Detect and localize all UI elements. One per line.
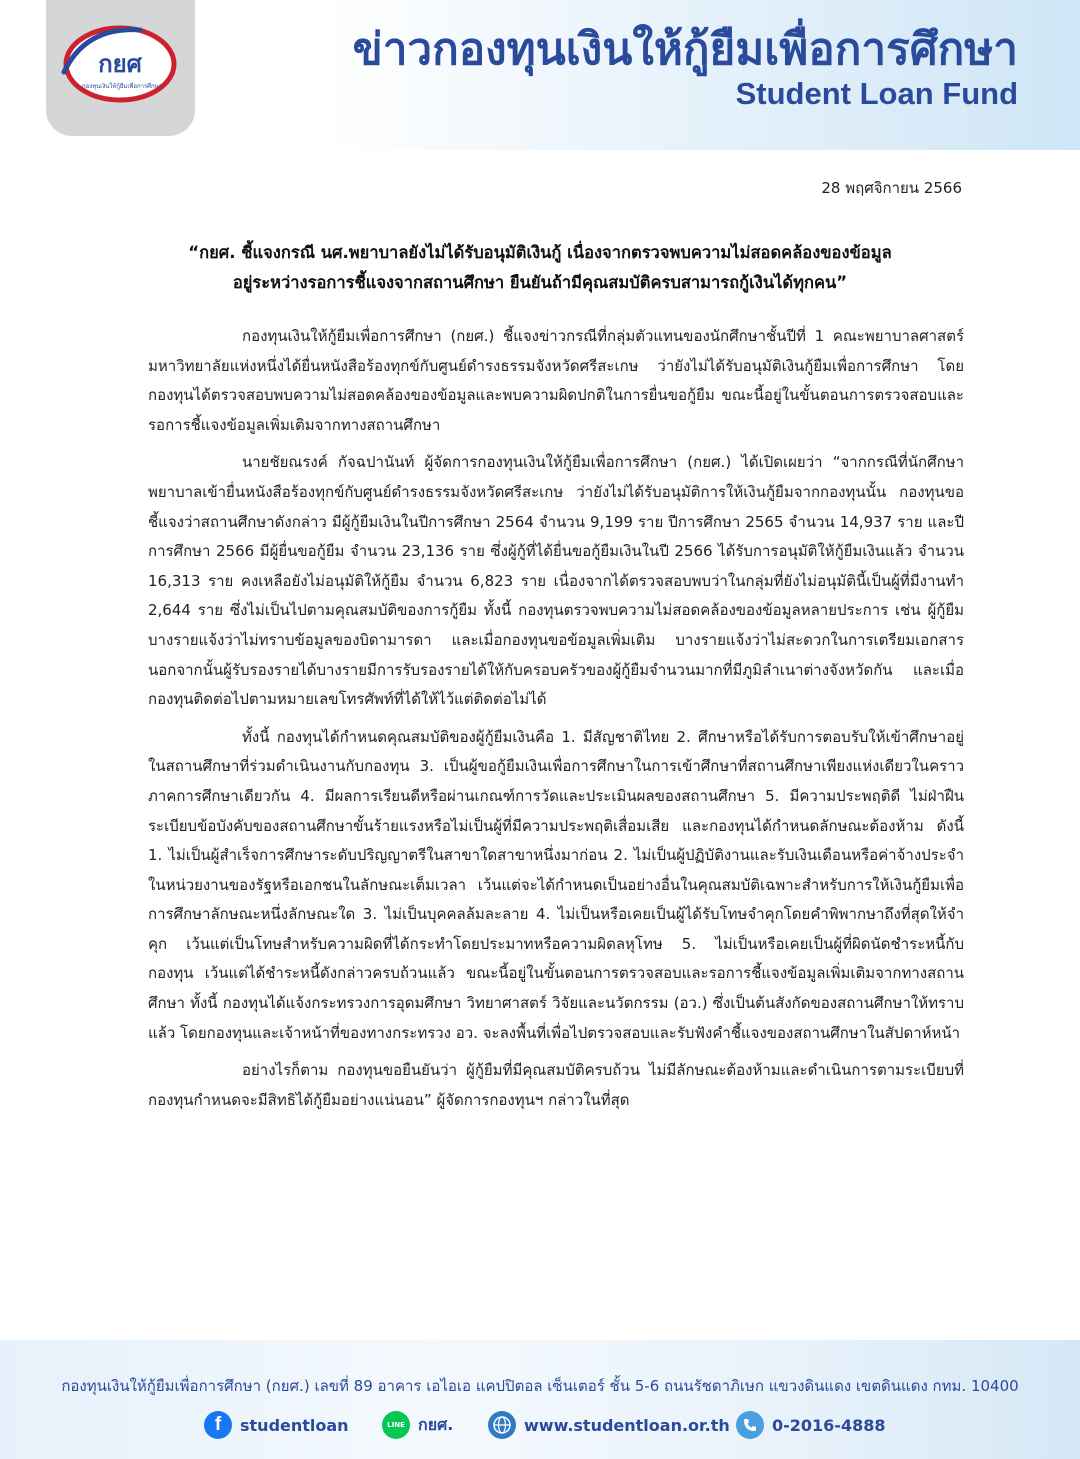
facebook-contact[interactable] <box>204 1411 349 1439</box>
website-contact[interactable] <box>488 1411 730 1439</box>
phone-number[interactable]: 0-2016-4888 <box>772 1415 886 1435</box>
article-body <box>148 322 964 1123</box>
phone-icon <box>736 1411 764 1439</box>
facebook-handle[interactable]: studentloan <box>240 1415 349 1435</box>
line-icon: LINE <box>382 1411 410 1439</box>
footer-address: กองทุนเงินให้กู้ยืมเพื่อการศึกษา (กยศ.) เลขที่ 89 อาคาร เอไอเอ แคปปิตอล เซ็นเตอร์ ชั้น 5-6 ถนนรัชดาภิเษก แขวงดินแดง เขตดินแดง กทม. 10400 <box>61 1377 1019 1395</box>
headline-line-2: อยู่ระหว่างรอการชี้แจงจากสถานศึกษา ยืนยันถ้ามีคุณสมบัติครบสามารถกู้เงินได้ทุกคน” <box>232 273 848 292</box>
headline-line-1: “กยศ. ชี้แจงกรณี นศ.พยาบาลยังไม่ได้รับอนุมัติเงินกู้ เนื่องจากตรวจพบความไม่สอดคล้องของข้อมูล <box>188 243 892 262</box>
globe-icon <box>488 1411 516 1439</box>
fund-logo <box>56 22 180 106</box>
website-url[interactable]: www.studentloan.or.th <box>524 1415 730 1435</box>
paragraph-4: อย่างไรก็ตาม กองทุนขอยืนยันว่า ผู้กู้ยืมที่มีคุณสมบัติครบถ้วน ไม่มีลักษณะต้องห้ามและดำเนินการตามระเบียบที่กองทุนกำหนดจะมีสิทธิได้กู้ยืมอย่างแน่นอน” ผู้จัดการกองทุนฯ กล่าวในที่สุด <box>148 1061 964 1109</box>
press-date: 28 พฤศจิกายน 2566 <box>821 179 962 197</box>
header-title-english: Student Loan Fund <box>735 76 1018 111</box>
header-title-thai: ข่าวกองทุนเงินให้กู้ยืมเพื่อการศึกษา <box>352 24 1018 75</box>
paragraph-2: นายชัยณรงค์ กัจฉปานันท์ ผู้จัดการกองทุนเงินให้กู้ยืมเพื่อการศึกษา (กยศ.) ได้เปิดเผยว่า “จากกรณีที่นักศึกษาพยาบาลเข้ายื่นหนังสือร้องทุกข์กับศูนย์ดำรงธรรมจังหวัดศรีสะเกษ ว่ายังไม่ได้รับอนุมัติการให้เงินกู้ยืมจากกองทุนนั้น กองทุนขอชี้แจงว่าสถานศึกษาดังกล่าว มีผู้กู้ยืมเงินในปีการศึกษา 2564 จำนวน 9,199 ราย ปีการศึกษา 2565 จำนวน 14,937 ราย และปีการศึกษา 2566 มีผู้ยื่นขอกู้ยืม จำนวน 23,136 ราย ซึ่งผู้กู้ที่ได้ยื่นขอกู้ยืมเงินในปี 2566 ได้รับการอนุมัติให้กู้ยืมเงินแล้ว จำนวน 16,313 ราย คงเหลือยังไม่อนุมัติให้กู้ยืม จำนวน 6,823 ราย เนื่องจากได้ตรวจสอบพบว่าในกลุ่มที่ยังไม่อนุมัตินี้เป็นผู้ที่มีงานทำ 2,644 ราย ซึ่งไม่เป็นไปตามคุณสมบัติของการกู้ยืม ทั้งนี้ กองทุนตรวจพบความไม่สอดคล้องของข้อมูลหลายประการ เช่น ผู้กู้ยืมบางรายแจ้งว่าไม่ทราบข้อมูลของบิดามารดา และเมื่อกองทุนขอข้อมูลเพิ่มเติม บางรายแจ้งว่าไม่สะดวกในการเตรียมเอกสาร นอกจากนั้นผู้รับรองรายได้บางรายมีการรับรองรายได้ให้กับครอบครัวของผู้กู้ยืมจำนวนมากที่มีภูมิลำเนาต่างจังหวัดกัน และเมื่อกองทุนติดต่อไปตามหมายเลขโทรศัพท์ที่ได้ให้ไว้แต่ติดต่อไม่ได้ <box>148 453 964 709</box>
line-handle[interactable]: กยศ. <box>418 1414 454 1434</box>
footer-band <box>0 1340 1080 1459</box>
logo-subtext: กองทุนเงินให้กู้ยืมเพื่อการศึกษา <box>82 83 162 90</box>
phone-contact[interactable] <box>736 1411 885 1439</box>
logo-text: กยศ <box>98 50 142 78</box>
paragraph-3: ทั้งนี้ กองทุนได้กำหนดคุณสมบัติของผู้กู้ยืมเงินคือ 1. มีสัญชาติไทย 2. ศึกษาหรือได้รับการตอบรับให้เข้าศึกษาอยู่ในสถานศึกษาที่ร่วมดำเนินงานกับกองทุน 3. เป็นผู้ขอกู้ยืมเงินเพื่อการศึกษาในการเข้าศึกษาที่สถานศึกษาเพียงแห่งเดียวในคราวภาคการศึกษาเดียวกัน 4. มีผลการเรียนดีหรือผ่านเกณฑ์การวัดและประเมินผลของสถานศึกษา 5. มีความประพฤติดี ไม่ฝ่าฝืนระเบียบข้อบังคับของสถานศึกษาขั้นร้ายแรงหรือไม่เป็นผู้ที่มีความประพฤติเสื่อมเสีย และกองทุนได้กำหนดลักษณะต้องห้าม ดังนี้ 1. ไม่เป็นผู้สำเร็จการศึกษาระดับปริญญาตรีในสาขาใดสาขาหนึ่งมาก่อน 2. ไม่เป็นผู้ปฏิบัติงานและรับเงินเดือนหรือค่าจ้างประจำในหน่วยงานของรัฐหรือเอกชนในลักษณะเต็มเวลา เว้นแต่จะได้กำหนดเป็นอย่างอื่นในคุณสมบัติเฉพาะสำหรับการให้เงินกู้ยืมเพื่อการศึกษาลักษณะหนึ่งลักษณะใด 3. ไม่เป็นบุคคลล้มละลาย 4. ไม่เป็นหรือเคยเป็นผู้ได้รับโทษจำคุกโดยคำพิพากษาถึงที่สุดให้จำคุก เว้นแต่เป็นโทษสำหรับความผิดที่ได้กระทำโดยประมาทหรือความผิดลหุโทษ 5. ไม่เป็นหรือเคยเป็นผู้ที่ผิดนัดชำระหนี้กับกองทุน เว้นแต่ได้ชำระหนี้ดังกล่าวครบถ้วนแล้ว ขณะนี้อยู่ในขั้นตอนการตรวจสอบและรอการชี้แจงข้อมูลเพิ่มเติมจากทางสถานศึกษา ทั้งนี้ กองทุนได้แจ้งกระทรวงการอุดมศึกษา วิทยาศาสตร์ วิจัยและนวัตกรรม (อว.) ซึ่งเป็นต้นสังกัดของสถานศึกษาให้ทราบแล้ว โดยกองทุนและเจ้าหน้าที่ของทางกระทรวง อว. จะลงพื้นที่เพื่อไปตรวจสอบและรับฟังคำชี้แจงของสถานศึกษาในสัปดาห์หน้า <box>148 727 964 1042</box>
line-contact[interactable] <box>382 1411 453 1439</box>
paragraph-1: กองทุนเงินให้กู้ยืมเพื่อการศึกษา (กยศ.) ชี้แจงข่าวกรณีที่กลุ่มตัวแทนของนักศึกษาชั้นปีที่ 1 คณะพยาบาลศาสตร์ มหาวิทยาลัยแห่งหนึ่งได้ยื่นหนังสือร้องทุกข์กับศูนย์ดำรงธรรมจังหวัดศรีสะเกษ ว่ายังไม่ได้รับอนุมัติเงินกู้ยืมเพื่อการศึกษา โดยกองทุนได้ตรวจสอบพบความไม่สอดคล้องของข้อมูลและพบความผิดปกติในการยื่นขอกู้ยืม ขณะนี้อยู่ในขั้นตอนการตรวจสอบและรอการชี้แจงข้อมูลเพิ่มเติมจากทางสถานศึกษา <box>148 327 964 434</box>
facebook-icon: f <box>204 1411 232 1439</box>
